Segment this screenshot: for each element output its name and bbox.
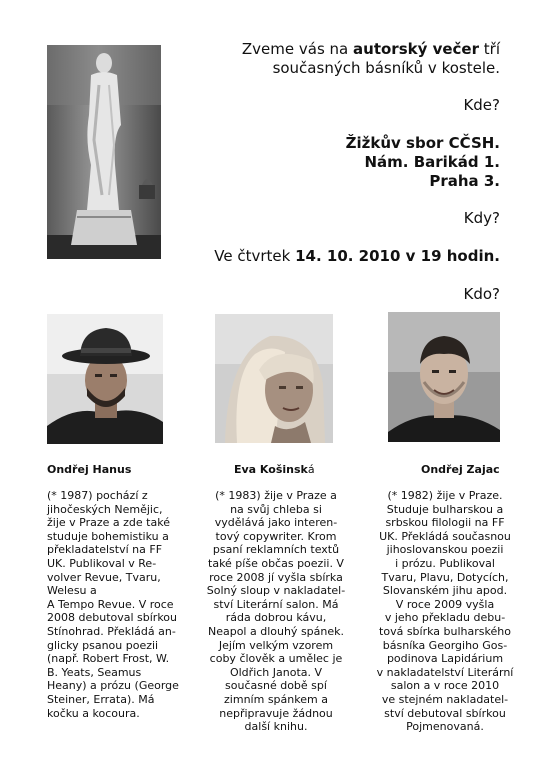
bio-line: B. Yeats, Seamus: [47, 665, 142, 679]
venue-line-2: Nám. Barikád 1.: [364, 153, 500, 171]
bio-line: další knihu.: [244, 720, 308, 734]
invitation-block: [190, 40, 500, 304]
statue-icon: [47, 45, 161, 259]
bio-line: jihoslovanskou poezii: [386, 543, 504, 557]
bio-line: ství debutoval sbírkou: [384, 706, 506, 720]
bio-line: roce 2008 jí vyšla sbírka: [209, 570, 343, 584]
bio-line: podinova Lapidárium: [386, 652, 504, 666]
bio-line: Slovanském jihu apod.: [382, 584, 508, 598]
bio-line: studuje bohemistiku a: [47, 529, 169, 543]
poet-name-zajac: Ondřej Zajac: [421, 463, 500, 476]
poet-photo-kosinska: [215, 314, 333, 443]
statue-photo: [47, 45, 161, 259]
bio-line: 2008 debutoval sbírkou: [47, 611, 178, 625]
who-question: Kdo?: [463, 285, 500, 303]
bio-line: coby člověk a umělec je: [209, 652, 343, 666]
poet-bio-zajac: [366, 489, 524, 734]
bio-line: (* 1987) pochází z: [47, 489, 148, 502]
man-with-hat-icon: [47, 314, 163, 444]
bio-line: Jejím velkým vzorem: [218, 638, 334, 652]
when-question: Kdy?: [463, 209, 500, 227]
bio-line: vydělává jako interen-: [214, 516, 338, 530]
bio-line: V roce 2009 vyšla: [395, 597, 495, 611]
poet-bio-hanus: [47, 489, 197, 720]
bio-line: glicky psanou poezii: [47, 638, 159, 652]
bio-line: tová sbírka bulharského: [379, 624, 511, 638]
bio-line: (* 1983) žije v Praze a: [215, 489, 337, 502]
bio-line: UK. Překládá současnou: [379, 529, 511, 543]
bio-line: Studuje bulharskou a: [386, 502, 504, 516]
bio-line: Neapol a dlouhý spánek.: [207, 624, 345, 638]
bio-line: Welesu a: [47, 584, 97, 598]
bio-line: salon a v roce 2010: [390, 679, 500, 693]
bio-line: jihočeských Nemějic,: [47, 502, 163, 516]
bio-line: tový copywriter. Krom: [215, 529, 337, 543]
bio-line: Stínohrad. Překládá an-: [47, 624, 176, 638]
bio-line: kočku a kocoura.: [47, 706, 140, 720]
bio-line: žije v Praze a zde také: [47, 516, 170, 530]
bio-line: nepřipravuje žádnou: [219, 706, 333, 720]
bio-line: UK. Publikoval v Re-: [47, 556, 157, 570]
bio-line: básníka Georgiho Gos-: [382, 638, 508, 652]
man-portrait-icon: [388, 312, 500, 442]
bio-line: volver Revue, Tvaru,: [47, 570, 161, 584]
when-pre: Ve čtvrtek: [214, 247, 296, 265]
where-question: Kde?: [463, 96, 500, 114]
bio-line: A Tempo Revue. V roce: [47, 597, 174, 611]
bio-line: Tvaru, Plavu, Dotycích,: [381, 570, 509, 584]
bio-line: ve stejném nakladatel-: [381, 692, 509, 706]
bio-line: ství Literární salon. Má: [213, 597, 339, 611]
venue-line-3: Praha 3.: [429, 172, 500, 190]
poet-name-kosinska-bold: Eva Košinsk: [234, 463, 308, 476]
invite-line-2: současných básníků v kostele.: [272, 59, 500, 77]
venue-line-1: Žižkův sbor CČSH.: [345, 134, 500, 152]
bio-line: také píše občas poezii. V: [208, 556, 344, 570]
poet-photo-zajac: [388, 312, 500, 442]
bio-line: Solný sloup v nakladatel-: [206, 584, 346, 598]
invite-line-1-pre: Zveme vás na: [241, 40, 354, 58]
bio-line: zimním spánkem a: [224, 692, 328, 706]
bio-line: Heany) a prózu (George: [47, 679, 179, 693]
invite-line-1-post: tří: [479, 40, 500, 58]
bio-line: Pojmenovaná.: [406, 720, 484, 734]
invite-line-1-bold: autorský večer: [353, 40, 480, 58]
when-line: [190, 247, 500, 266]
bio-line: Steiner, Errata). Má: [47, 692, 155, 706]
poet-name-kosinska: [234, 463, 315, 476]
bio-line: překladatelství na FF: [47, 543, 163, 557]
when-date: 14. 10. 2010 v 19 hodin.: [295, 247, 500, 265]
poet-name-kosinska-rest: á: [307, 463, 315, 476]
bio-line: (* 1982) žije v Praze.: [387, 489, 503, 502]
poet-name-hanus: Ondřej Hanus: [47, 463, 132, 476]
bio-line: současné době spí: [225, 679, 327, 693]
bio-line: v nakladatelství Literární: [376, 665, 514, 679]
poet-bio-kosinska: [197, 489, 355, 734]
bio-line: na svůj chleba si: [230, 502, 322, 516]
invite-line-1: [190, 40, 500, 59]
bio-line: i prózu. Publikoval: [395, 556, 495, 570]
poet-photo-hanus: [47, 314, 163, 444]
woman-portrait-icon: [215, 314, 333, 443]
bio-line: ráda dobrou kávu,: [225, 611, 327, 625]
bio-line: v jeho překladu debu-: [384, 611, 506, 625]
bio-line: (např. Robert Frost, W.: [47, 652, 170, 666]
bio-line: Oldřich Janota. V: [229, 665, 323, 679]
bio-line: srbskou filologii na FF: [385, 516, 505, 530]
bio-line: psaní reklamních textů: [212, 543, 340, 557]
